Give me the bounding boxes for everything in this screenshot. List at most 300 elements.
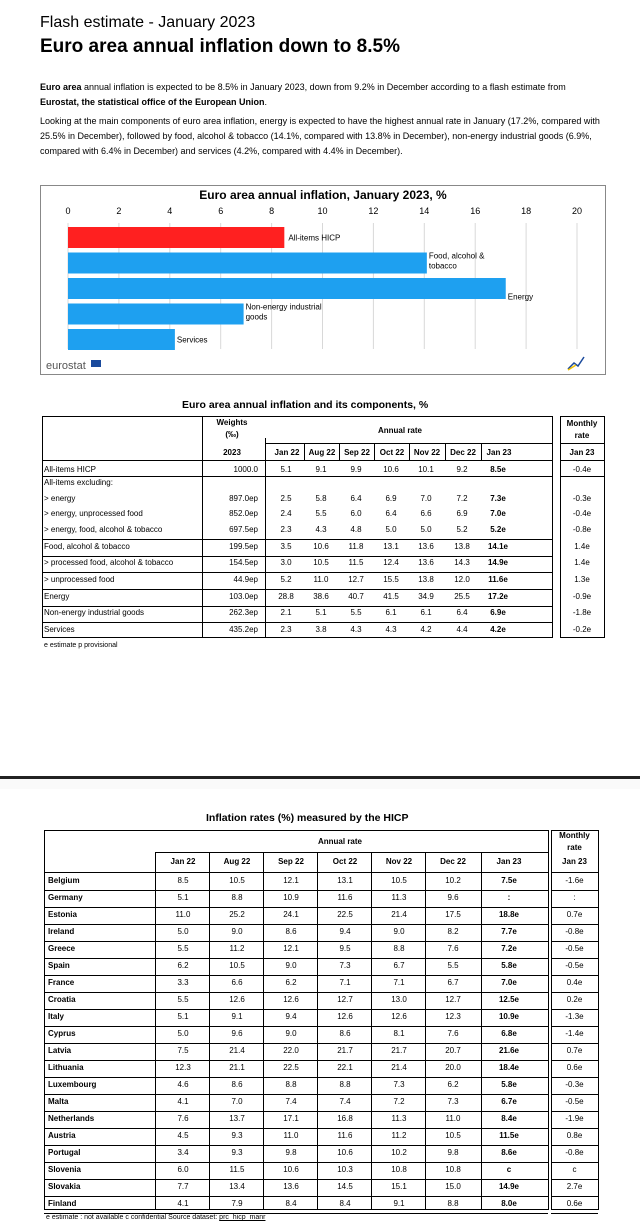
table-row-rule <box>42 606 552 607</box>
table-row-rule <box>44 941 548 942</box>
table-row-value: 7.0e <box>490 509 506 518</box>
table-row-value: 11.8 <box>348 542 364 551</box>
month-header: Jan 23 <box>486 448 512 457</box>
country-monthly: -1.4e <box>565 1029 584 1038</box>
country-value: 6.2 <box>285 978 297 987</box>
table-row-rule <box>44 1060 548 1061</box>
country-name: Germany <box>48 893 83 902</box>
country-value: 8.8 <box>447 1199 459 1208</box>
country-value: 11.5e <box>499 1131 519 1140</box>
country-value: 16.8 <box>337 1114 353 1123</box>
country-value: 7.7 <box>177 1182 189 1191</box>
country-value: 10.8 <box>445 1165 461 1174</box>
table-row-label: > energy, food, alcohol & tobacco <box>44 525 163 534</box>
country-value: 21.4 <box>391 1063 407 1072</box>
country-value: 10.5 <box>229 876 245 885</box>
country-value: 8.6 <box>339 1029 351 1038</box>
country-value: 10.2 <box>445 876 461 885</box>
table-row-monthly: -0.4e <box>572 465 592 474</box>
country-value: 5.0 <box>177 1029 189 1038</box>
table-row-weight: 852.0ep <box>229 509 258 518</box>
country-value: 4.1 <box>177 1097 189 1106</box>
table-row-value: 9.2 <box>456 465 468 474</box>
table-row-value: 5.1 <box>280 465 292 474</box>
country-value: 11.0 <box>175 910 191 919</box>
flash-estimate-label: Flash estimate - January 2023 <box>40 14 256 31</box>
country-value: 20.7 <box>445 1046 461 1055</box>
country-monthly: 0.8e <box>566 1131 583 1140</box>
country-value: 10.8 <box>391 1165 407 1174</box>
country-value: 21.6e <box>498 1046 520 1055</box>
table-row-value: 4.8 <box>350 525 362 534</box>
table-row-value: 5.1 <box>315 608 327 617</box>
table-row-value: 10.6 <box>313 542 329 551</box>
table-row-value: 7.3e <box>490 494 506 503</box>
country-value: 9.6 <box>231 1029 243 1038</box>
table-row-value: 6.0 <box>350 509 362 518</box>
table-row-weight: 199.5ep <box>229 542 258 551</box>
country-monthly: -0.5e <box>565 961 584 970</box>
country-value: 6.7 <box>393 961 405 970</box>
country-name: Austria <box>48 1131 76 1140</box>
table-rule <box>42 460 552 461</box>
table-rule <box>560 443 604 444</box>
table-border <box>560 637 604 638</box>
country-value: 5.5 <box>177 944 189 953</box>
chart-x-tick-label: 0 <box>65 206 71 216</box>
country-value: 6.8e <box>501 1029 517 1038</box>
table-row-value: 4.3 <box>315 525 327 534</box>
table-row-weight: 1000.0 <box>233 465 258 474</box>
table-row-rule <box>44 1162 548 1163</box>
table-row-value: 4.2e <box>490 625 506 634</box>
country-value: 9.0 <box>285 1029 297 1038</box>
chart-title: Euro area annual inflation, January 2023, % <box>199 188 447 202</box>
country-value: 11.0 <box>445 1114 461 1123</box>
table-row-value: 38.6 <box>313 592 329 601</box>
table-col-rule <box>317 852 318 1210</box>
table-row-value: 6.9 <box>385 494 397 503</box>
table-row-rule <box>44 1009 548 1010</box>
table-row-rule <box>551 1128 598 1129</box>
month-header: Aug 22 <box>308 448 336 457</box>
country-value: 10.6 <box>337 1148 353 1157</box>
country-value: 4.6 <box>177 1080 189 1089</box>
country-value: 24.1 <box>283 910 299 919</box>
country-value: 13.6 <box>283 1182 299 1191</box>
country-value: 11.2 <box>391 1131 407 1140</box>
table-row-value: 13.6 <box>418 558 434 567</box>
country-monthly: c <box>572 1165 577 1174</box>
country-value: 21.4 <box>391 910 407 919</box>
country-value: 18.4e <box>498 1063 520 1072</box>
table-row-rule <box>551 924 598 925</box>
country-monthly: -0.8e <box>565 1148 584 1157</box>
monthly-month-header: Jan 23 <box>562 857 587 866</box>
table-row-weight: 44.9ep <box>233 575 258 584</box>
country-value: 7.2e <box>501 944 517 953</box>
chart-x-tick-label: 2 <box>116 206 122 216</box>
table-border <box>265 438 266 638</box>
intro-paragraph-1 <box>40 80 606 110</box>
country-name: Slovenia <box>48 1165 81 1174</box>
country-monthly: 0.7e <box>566 1046 583 1055</box>
table-row-value: 13.1 <box>383 542 399 551</box>
weights-header: Weights <box>216 418 248 427</box>
table-row-value: 13.6 <box>418 542 434 551</box>
table-row-value: 7.0 <box>420 494 432 503</box>
table-row-value: 5.5 <box>315 509 327 518</box>
table-row-rule <box>44 1196 548 1197</box>
country-value: 7.1 <box>393 978 405 987</box>
table-row-value: 6.6 <box>420 509 432 518</box>
country-value: 6.0 <box>177 1165 189 1174</box>
country-value: 25.2 <box>229 910 245 919</box>
monthly-header: Monthly <box>566 419 598 428</box>
table-row-rule <box>551 1162 598 1163</box>
chart-x-tick-label: 6 <box>218 206 224 216</box>
month-header: Jan 23 <box>496 857 522 866</box>
table-row-label: > energy <box>44 494 76 503</box>
table-row-monthly: -0.8e <box>572 525 592 534</box>
eu-flag-icon <box>91 360 101 367</box>
country-value: 7.3 <box>447 1097 459 1106</box>
month-header: Dec 22 <box>440 857 466 866</box>
country-value: 7.6 <box>177 1114 189 1123</box>
country-value: 22.1 <box>337 1063 353 1072</box>
country-value: 12.3 <box>445 1012 461 1021</box>
country-name: Netherlands <box>48 1114 95 1123</box>
table-row-value: 34.9 <box>418 592 434 601</box>
table-row-rule <box>551 1213 598 1214</box>
page-headline: Euro area annual inflation down to 8.5% <box>40 36 400 57</box>
components-footnote: e estimate p provisional <box>44 642 118 649</box>
table-row-value: 8.5e <box>490 465 506 474</box>
intro-paragraph-2: Looking at the main components of euro area inflation, energy is expected to have the highest annual rate in January (17.2%, compared with 25.5% in December), followed by food, alcohol & tobacco (14.1%, compared with 13.8% in December), non-energy industrial goods (6.9%, compared with 6.4% in December) and services (4.2%, compared with 4.4% in December). <box>40 116 600 156</box>
country-name: Croatia <box>48 995 76 1004</box>
table-row-monthly: -0.4e <box>572 509 592 518</box>
country-name: Slovakia <box>48 1182 81 1191</box>
country-value: 12.3 <box>175 1063 191 1072</box>
table-row-value: 13.8 <box>418 575 434 584</box>
table-row-rule <box>44 890 548 891</box>
table-row-value: 9.1 <box>315 465 327 474</box>
table-row-rule <box>551 1111 598 1112</box>
table-row-rule <box>42 556 552 557</box>
country-value: 11.0 <box>283 1131 299 1140</box>
page-gap <box>0 779 640 789</box>
country-value: 7.0e <box>501 978 517 987</box>
country-name: Finland <box>48 1199 77 1208</box>
table-row-label: All-items HICP <box>44 465 97 474</box>
country-value: 12.6 <box>229 995 245 1004</box>
country-name: Ireland <box>48 927 75 936</box>
country-value: 10.9 <box>283 893 299 902</box>
table-border <box>44 830 45 1210</box>
table-row-weight: 262.3ep <box>229 608 258 617</box>
month-header: Sep 22 <box>278 857 304 866</box>
intro-p1-bold-2: Eurostat, the statistical office of the European Union <box>40 97 265 107</box>
country-value: 17.1 <box>283 1114 299 1123</box>
country-value: 10.5 <box>445 1131 461 1140</box>
table-border <box>42 637 552 638</box>
table-row-value: 17.2e <box>487 592 509 601</box>
table-rule <box>560 460 604 461</box>
table-rule <box>560 476 604 477</box>
table-row-value: 4.2 <box>420 625 432 634</box>
chart-bar-label: tobacco <box>428 261 457 271</box>
country-value: 3.3 <box>177 978 189 987</box>
country-value: 12.6 <box>391 1012 407 1021</box>
country-name: Malta <box>48 1097 69 1106</box>
table-row-rule <box>551 890 598 891</box>
country-value: 5.0 <box>177 927 189 936</box>
table-row-rule <box>551 1196 598 1197</box>
chart-bar <box>68 227 284 248</box>
country-value: 21.7 <box>391 1046 407 1055</box>
country-value: c <box>506 1165 512 1174</box>
table-row-label: > energy, unprocessed food <box>44 509 143 518</box>
country-value: 12.5e <box>498 995 520 1004</box>
country-value: 11.2 <box>229 944 245 953</box>
table-row-label: Non-energy industrial goods <box>44 608 145 617</box>
chart-bar-label: Food, alcohol & <box>428 251 485 261</box>
country-value: 9.8 <box>447 1148 459 1157</box>
table-row-value: 11.5 <box>348 558 364 567</box>
country-value: 22.5 <box>337 910 353 919</box>
country-value: 7.3 <box>339 961 351 970</box>
chart-x-tick-label: 14 <box>419 206 430 216</box>
table-row-value: 2.5 <box>280 494 292 503</box>
month-header: Aug 22 <box>223 857 251 866</box>
country-value: 5.5 <box>447 961 459 970</box>
table-border <box>551 1209 598 1210</box>
country-monthly: -1.9e <box>565 1114 584 1123</box>
weights-year-header: 2023 <box>223 448 241 457</box>
chart-x-tick-label: 12 <box>368 206 379 216</box>
table-border <box>604 416 605 638</box>
table-row-value: 6.4 <box>350 494 362 503</box>
table-row-value: 6.9 <box>456 509 468 518</box>
country-monthly: -0.3e <box>565 1080 584 1089</box>
table-row-value: 5.0 <box>420 525 432 534</box>
monthly-rate-header: rate <box>567 843 582 852</box>
country-value: 12.7 <box>337 995 353 1004</box>
table-row-rule <box>44 907 548 908</box>
country-monthly: -0.5e <box>565 944 584 953</box>
table-row-monthly: -1.8e <box>572 608 592 617</box>
table-row-rule <box>44 1128 548 1129</box>
table-row-value: 5.0 <box>385 525 397 534</box>
country-monthly: -0.8e <box>565 927 584 936</box>
table-row-value: 14.3 <box>454 558 470 567</box>
table-row-value: 15.5 <box>383 575 399 584</box>
table-row-value: 5.8 <box>315 494 327 503</box>
country-name: Lithuania <box>48 1063 84 1072</box>
eurostat-logo: eurostat <box>46 360 86 372</box>
chart-bar-label: Services <box>176 335 208 345</box>
table-col-rule <box>155 852 156 1210</box>
table-row-rule <box>44 1145 548 1146</box>
intro-p1-bold-1: Euro area <box>40 82 82 92</box>
table-row-rule <box>44 992 548 993</box>
table-row-value: 10.6 <box>383 465 399 474</box>
table-row-rule <box>551 1060 598 1061</box>
country-name: Italy <box>48 1012 65 1021</box>
country-value: 9.5 <box>339 944 351 953</box>
table-row-monthly: -0.9e <box>572 592 592 601</box>
country-value: 4.1 <box>177 1199 189 1208</box>
country-value: 8.8 <box>393 944 405 953</box>
monthly-rate-header: rate <box>574 431 590 440</box>
monthly-header: Monthly <box>559 831 590 840</box>
month-header: Jan 22 <box>274 448 300 457</box>
country-value: 22.5 <box>283 1063 299 1072</box>
country-value: 7.4 <box>339 1097 351 1106</box>
table-row-value: 40.7 <box>348 592 364 601</box>
country-value: 8.4 <box>339 1199 351 1208</box>
country-value: 11.6 <box>337 893 353 902</box>
table-row-value: 5.5 <box>350 608 362 617</box>
chart-bar-label: All-items HICP <box>288 233 341 243</box>
country-value: 4.5 <box>177 1131 189 1140</box>
country-value: 9.8 <box>285 1148 297 1157</box>
table-row-monthly: 1.4e <box>574 558 590 567</box>
country-value: 8.8 <box>231 893 243 902</box>
country-value: 6.7e <box>501 1097 517 1106</box>
country-value: 10.2 <box>391 1148 407 1157</box>
country-monthly: : <box>573 893 576 902</box>
table-row-label: > processed food, alcohol & tobacco <box>44 558 174 567</box>
table-row-value: 6.4 <box>385 509 397 518</box>
country-value: 5.8e <box>501 961 517 970</box>
table-row-rule <box>44 924 548 925</box>
country-monthly: -0.5e <box>565 1097 584 1106</box>
table-row-rule <box>551 1179 598 1180</box>
table-row-rule <box>551 1026 598 1027</box>
country-value: 11.5 <box>229 1165 245 1174</box>
table-col-rule <box>481 852 482 1210</box>
weights-unit-header: (‰) <box>225 430 239 439</box>
table-row-rule <box>44 1077 548 1078</box>
country-value: 6.7 <box>447 978 459 987</box>
table-col-rule <box>209 852 210 1210</box>
table-row-value: 14.1e <box>487 542 509 551</box>
table-row-value: 2.1 <box>280 608 292 617</box>
country-footnote <box>46 1214 265 1221</box>
country-value: 7.4 <box>285 1097 297 1106</box>
table-row-rule <box>551 1077 598 1078</box>
country-value: 10.3 <box>337 1165 353 1174</box>
table-row-weight: 103.0ep <box>229 592 258 601</box>
table-row-rule <box>44 1094 548 1095</box>
table-row-rule <box>42 539 552 540</box>
intro-p1-text-2: . <box>264 97 268 107</box>
country-monthly: -1.6e <box>565 876 584 885</box>
country-value: 18.8e <box>498 910 520 919</box>
table-row-rule <box>551 907 598 908</box>
chart-bar <box>68 253 427 274</box>
country-value: 5.8e <box>501 1080 517 1089</box>
country-monthly: 0.4e <box>566 978 583 987</box>
country-monthly: 0.6e <box>566 1063 583 1072</box>
table-row-weight: 897.0ep <box>229 494 258 503</box>
country-name: Luxembourg <box>48 1080 97 1089</box>
table-row-rule <box>44 1179 548 1180</box>
country-value: 12.1 <box>283 876 299 885</box>
country-name: Cyprus <box>48 1029 76 1038</box>
country-value: 8.8 <box>339 1080 351 1089</box>
table-rule <box>155 852 548 853</box>
country-value: 20.0 <box>445 1063 461 1072</box>
country-value: 7.3 <box>393 1080 405 1089</box>
table-row-value: 11.0 <box>313 575 329 584</box>
table-row-rule <box>551 1009 598 1010</box>
table-row-value: 25.5 <box>454 592 470 601</box>
country-value: 21.4 <box>229 1046 245 1055</box>
table-row-rule <box>551 992 598 993</box>
annual-rate-header: Annual rate <box>317 837 362 846</box>
table-row-rule <box>44 958 548 959</box>
table-row-rule <box>551 958 598 959</box>
table-row-monthly: -0.2e <box>572 625 592 634</box>
table-row-value: 6.1 <box>420 608 432 617</box>
intro-p1-text-1: annual inflation is expected to be 8.5% in January 2023, down from 9.2% in December according to a flash estimate from <box>81 82 566 92</box>
table-row-value: 4.3 <box>350 625 362 634</box>
country-value: 9.0 <box>285 961 297 970</box>
country-value: 12.1 <box>283 944 299 953</box>
table-row-rule <box>44 975 548 976</box>
table-row-weight: 435.2ep <box>229 625 258 634</box>
country-monthly: -1.3e <box>565 1012 584 1021</box>
country-value: 9.6 <box>447 893 459 902</box>
country-value: 21.7 <box>337 1046 353 1055</box>
country-value: 10.5 <box>391 876 407 885</box>
table-row-value: 5.2e <box>490 525 506 534</box>
chart-bar-label: Energy <box>507 292 534 302</box>
monthly-month-header: Jan 23 <box>569 448 595 457</box>
source-dataset-link[interactable]: prc_hicp_manr <box>219 1214 266 1221</box>
chart-x-tick-label: 4 <box>167 206 173 216</box>
country-monthly: 0.6e <box>566 1199 583 1208</box>
country-value: 3.4 <box>177 1148 189 1157</box>
table-row-value: 10.5 <box>313 558 329 567</box>
table-row-weight: 697.5ep <box>229 525 258 534</box>
country-name: Belgium <box>48 876 80 885</box>
table-row-rule <box>42 622 552 623</box>
table-row-value: 10.1 <box>418 465 434 474</box>
table-row-monthly: -0.3e <box>572 494 592 503</box>
country-name: Portugal <box>48 1148 81 1157</box>
country-value: 7.5 <box>177 1046 189 1055</box>
table-row-label: Food, alcohol & tobacco <box>44 542 130 551</box>
country-value: 5.1 <box>177 1012 189 1021</box>
country-value: 12.6 <box>283 995 299 1004</box>
chart-x-tick-label: 18 <box>521 206 532 216</box>
country-value: 11.3 <box>391 1114 407 1123</box>
country-value: 9.1 <box>231 1012 243 1021</box>
country-table-title: Inflation rates (%) measured by the HICP <box>206 812 409 824</box>
table-border <box>560 416 604 417</box>
country-value: 8.6 <box>231 1080 243 1089</box>
month-header: Oct 22 <box>332 857 358 866</box>
table-row-label: Energy <box>44 592 70 601</box>
table-row-value: 14.9e <box>487 558 509 567</box>
table-col-rule <box>371 852 372 1210</box>
table-border <box>44 830 548 831</box>
country-value: 6.6 <box>231 978 243 987</box>
table-border <box>552 416 553 638</box>
